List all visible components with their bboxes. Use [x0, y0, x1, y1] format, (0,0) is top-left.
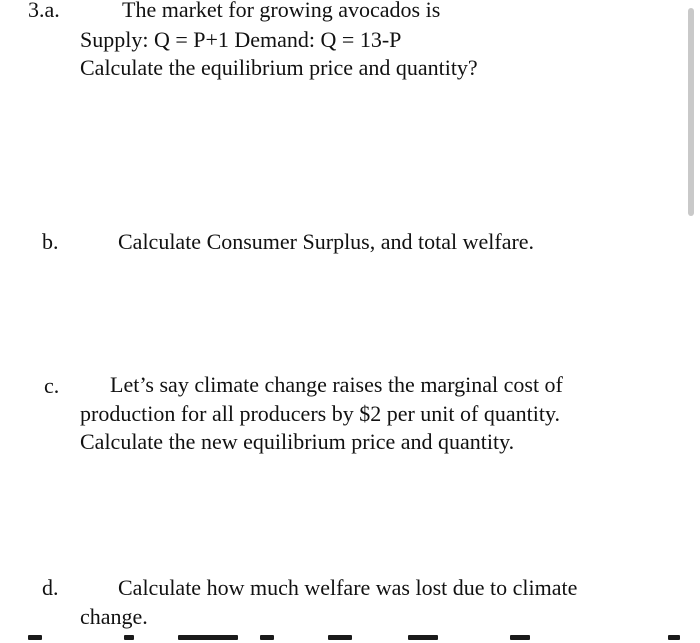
question-c-number: c. [44, 373, 60, 398]
cut-off-text-fragment [408, 635, 438, 640]
cut-off-text-fragment [510, 635, 530, 640]
cut-off-next-line [28, 629, 700, 643]
question-d-number: d. [42, 575, 59, 600]
question-d-text-line-1: Calculate how much welfare was lost due to climate [118, 575, 578, 600]
question-a-text-line-2: Supply: Q = P+1 Demand: Q = 13-P [80, 27, 402, 52]
question-a-text-line-3: Calculate the equilibrium price and quantity? [80, 55, 478, 80]
question-d-text-line-2: change. [80, 604, 148, 629]
question-b-number: b. [42, 229, 59, 254]
cut-off-text-fragment [178, 635, 238, 640]
question-c-text-line-3: Calculate the new equilibrium price and quantity. [80, 429, 515, 454]
cut-off-text-fragment [124, 635, 134, 640]
vertical-scrollbar[interactable] [688, 8, 694, 216]
question-c-text-line-2: production for all producers by $2 per unit of quantity. [80, 401, 561, 426]
cut-off-text-fragment [260, 635, 274, 640]
cut-off-text-fragment [328, 635, 352, 640]
question-b-text-line-1: Calculate Consumer Surplus, and total welfare. [118, 229, 535, 254]
cut-off-text-fragment [28, 635, 42, 640]
question-a-text-line-1: The market for growing avocados is [122, 0, 441, 22]
question-a-number: 3.a. [28, 0, 60, 22]
cut-off-text-fragment [668, 635, 680, 640]
question-c-text-line-1: Let’s say climate change raises the marginal cost of [110, 372, 563, 397]
